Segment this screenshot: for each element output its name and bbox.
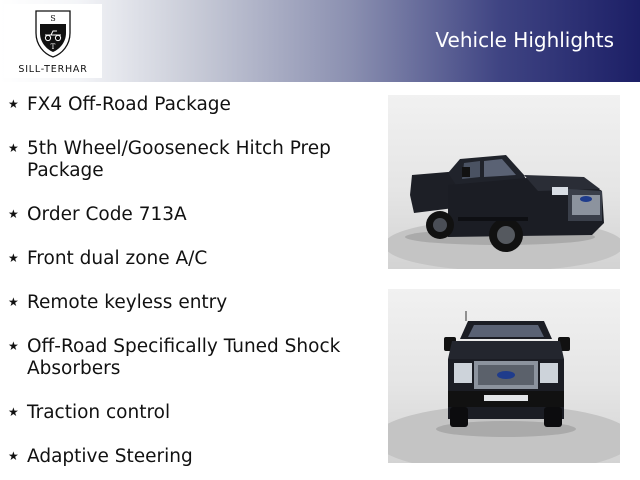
- star-bullet-icon: ★: [8, 339, 19, 353]
- page-title: Vehicle Highlights: [435, 28, 614, 52]
- logo-letter-s: S: [50, 14, 56, 23]
- dealer-logo: [4, 4, 102, 78]
- highlight-text: Adaptive Steering: [27, 446, 193, 467]
- highlight-text: Front dual zone A/C: [27, 248, 208, 269]
- logo-wordmark: SILL-TERHAR: [18, 64, 88, 75]
- star-bullet-icon: ★: [8, 97, 19, 111]
- star-bullet-icon: ★: [8, 295, 19, 309]
- shield-logo-icon: [34, 9, 72, 59]
- star-bullet-icon: ★: [8, 251, 19, 265]
- highlight-text: 5th Wheel/Gooseneck Hitch Prep Package: [27, 138, 331, 181]
- star-bullet-icon: ★: [8, 207, 19, 221]
- highlight-text: Remote keyless entry: [27, 292, 228, 313]
- highlight-text: Traction control: [27, 402, 171, 423]
- highlight-text: Order Code 713A: [27, 204, 187, 225]
- star-bullet-icon: ★: [8, 141, 19, 155]
- truck-front-view-icon: [388, 289, 620, 463]
- highlight-text: FX4 Off-Road Package: [27, 94, 231, 115]
- logo-letter-t: T: [50, 43, 56, 51]
- truck-side-view-icon: [388, 95, 620, 269]
- truck-front-photo: [388, 289, 620, 463]
- star-bullet-icon: ★: [8, 405, 19, 419]
- star-bullet-icon: ★: [8, 449, 19, 463]
- header-banner: [0, 0, 640, 82]
- highlight-text: Off-Road Specifically Tuned Shock Absorbers: [27, 336, 341, 379]
- truck-side-photo: [388, 95, 620, 269]
